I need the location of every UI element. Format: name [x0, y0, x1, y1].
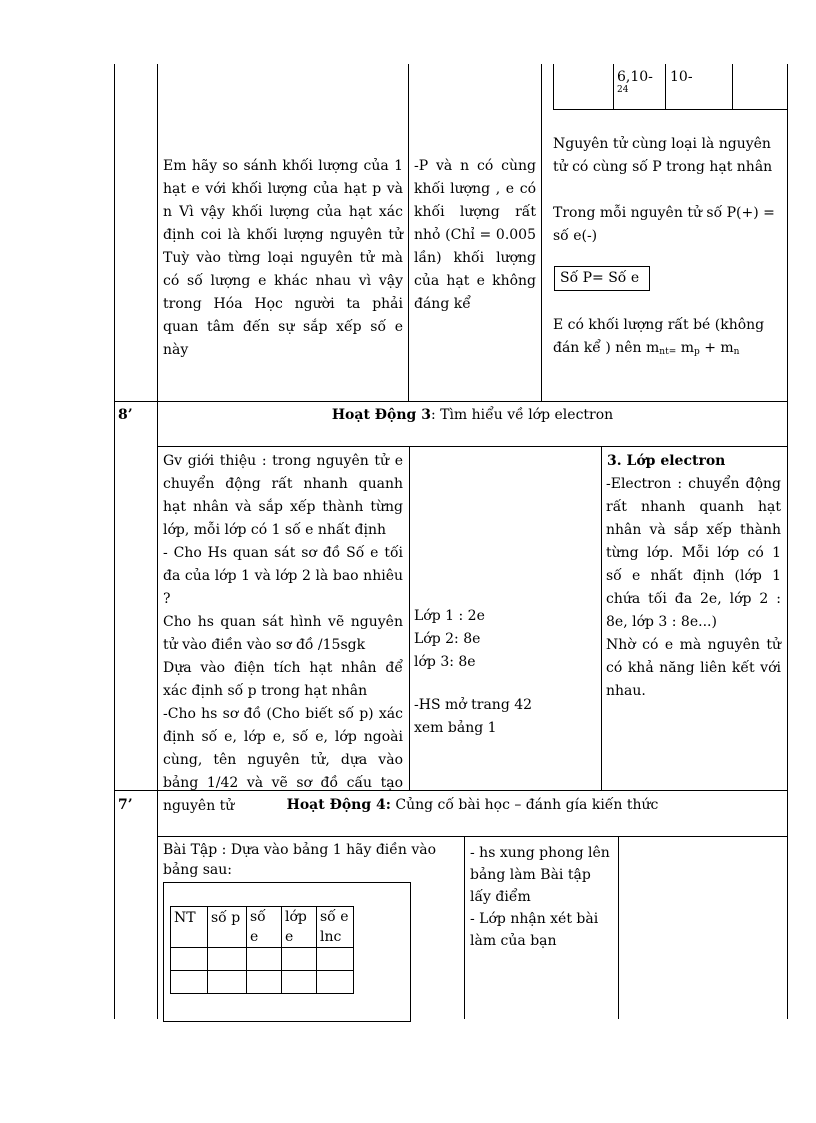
exercise-header-p: số p [208, 907, 247, 948]
border-right [787, 64, 788, 1019]
a3-col-divider-1 [409, 446, 410, 791]
activity4-time: 7’ [118, 797, 133, 813]
exercise-row [171, 971, 354, 994]
a3-col-divider-2 [601, 446, 602, 791]
border-time-col [157, 64, 158, 1019]
activity3-content-text: -Electron : chuyển động rất nhanh quanh hạt nhân và sắp xếp thành từng lớp. Mỗi lớp có 1 số e nhất định (lớp 1 chứa tối đa 2e, lớp 2 : 8e, lớp 3 : 8e...) Nhờ có e mà nguyên tử có khả năng liên kết với nhau. [606, 476, 781, 699]
exercise-table [170, 906, 354, 994]
row-divider-2 [157, 446, 788, 447]
mini-cell-value-2: 10- [670, 69, 693, 85]
top-col-divider-1 [408, 64, 409, 402]
exercise-row [171, 948, 354, 971]
activity3-title: Hoạt Động 3: Tìm hiểu về lớp electron [331, 407, 614, 423]
activity4-student-text: - hs xung phong lên bảng làm Bài tập lấy điểm - Lớp nhận xét bài làm của bạn [470, 845, 610, 949]
content-p-equals-e: Trong mỗi nguyên tử số P(+) = số e(-) [553, 205, 775, 244]
content-mass: E có khối lượng rất bé (không đán kể ) nên $m_{nt=}$ $m_p + m_n$ [553, 317, 765, 357]
activity3-time: 8’ [118, 407, 133, 423]
a4-col-divider-2 [618, 836, 619, 1019]
border-left [114, 64, 115, 1019]
activity3-teacher-text: Gv giới thiệu : trong nguyên tử e chuyển động rất nhanh quanh hạt nhân và sắp xếp thành từng lớp, mỗi lớp có 1 số e nhất định - Cho Hs quan sát sơ đồ Số e tối đa của lớp 1 và lớp 2 là bao nhiêu ? Cho hs quan sát hình vẽ nguyên tử vào điền vào sơ đồ /15sgk Dựa vào điện tích hạt nhân để xác định số p trong hạt nhân -Cho hs sơ đồ (Cho biết số p) xác định số e, lớp e, số e, lớp ngoài cùng, tên nguyên tử, dựa vào bảng 1/42 và vẽ sơ đồ cấu tạo nguyên tử [163, 453, 403, 814]
content-same-element: Nguyên tử cùng loại là nguyên tử có cùng số P trong hạt nhân [553, 136, 773, 175]
a4-col-divider-1 [464, 836, 465, 1019]
row-divider-1 [114, 401, 788, 402]
activity3-student-layers: Lớp 1 : 2e Lớp 2: 8e lớp 3: 8e [414, 608, 485, 670]
top-teacher-text: Em hãy so sánh khối lượng của 1 hạt e với khối lượng của hạt p và n Vì vậy khối lượng của hạt xác định coi là khối lượng nguyên tử Tuỳ vào từng loại nguyên tử mà có số lượng e khác nhau vì vậy trong Hóa Học người ta phải quan tâm đến sự sắp xếp số e này [163, 158, 403, 358]
boxed-formula [554, 266, 650, 291]
top-col-divider-2 [541, 64, 542, 402]
mini-cell-value: 6,10- [617, 69, 653, 85]
mini-cell-exponent: 24 [617, 85, 629, 95]
exercise-header-e: số e [247, 907, 282, 948]
row-divider-4 [157, 836, 788, 837]
activity4-teacher-text: Bài Tập : Dựa vào bảng 1 hãy điền vào bảng sau: [163, 842, 437, 878]
exercise-header-outer: số e lnc [317, 907, 354, 948]
activity3-student-table: -HS mở trang 42 xem bảng 1 [414, 697, 533, 736]
activity4-title: Hoạt Động 4: Củng cố bài học – đánh gía kiến thức [286, 797, 659, 813]
top-student-text: -P và n có cùng khối lượng , e có khối lượng rất nhỏ (Chỉ = 0.005 lần) khối lượng của hạt e không đáng kể [414, 158, 536, 312]
exercise-header-layer: lớp e [282, 907, 317, 948]
boxed-formula-text: Số P= Số e [560, 270, 640, 286]
exercise-header-nt: NT [171, 907, 208, 948]
activity3-content-heading: 3. Lớp electron [607, 453, 726, 469]
